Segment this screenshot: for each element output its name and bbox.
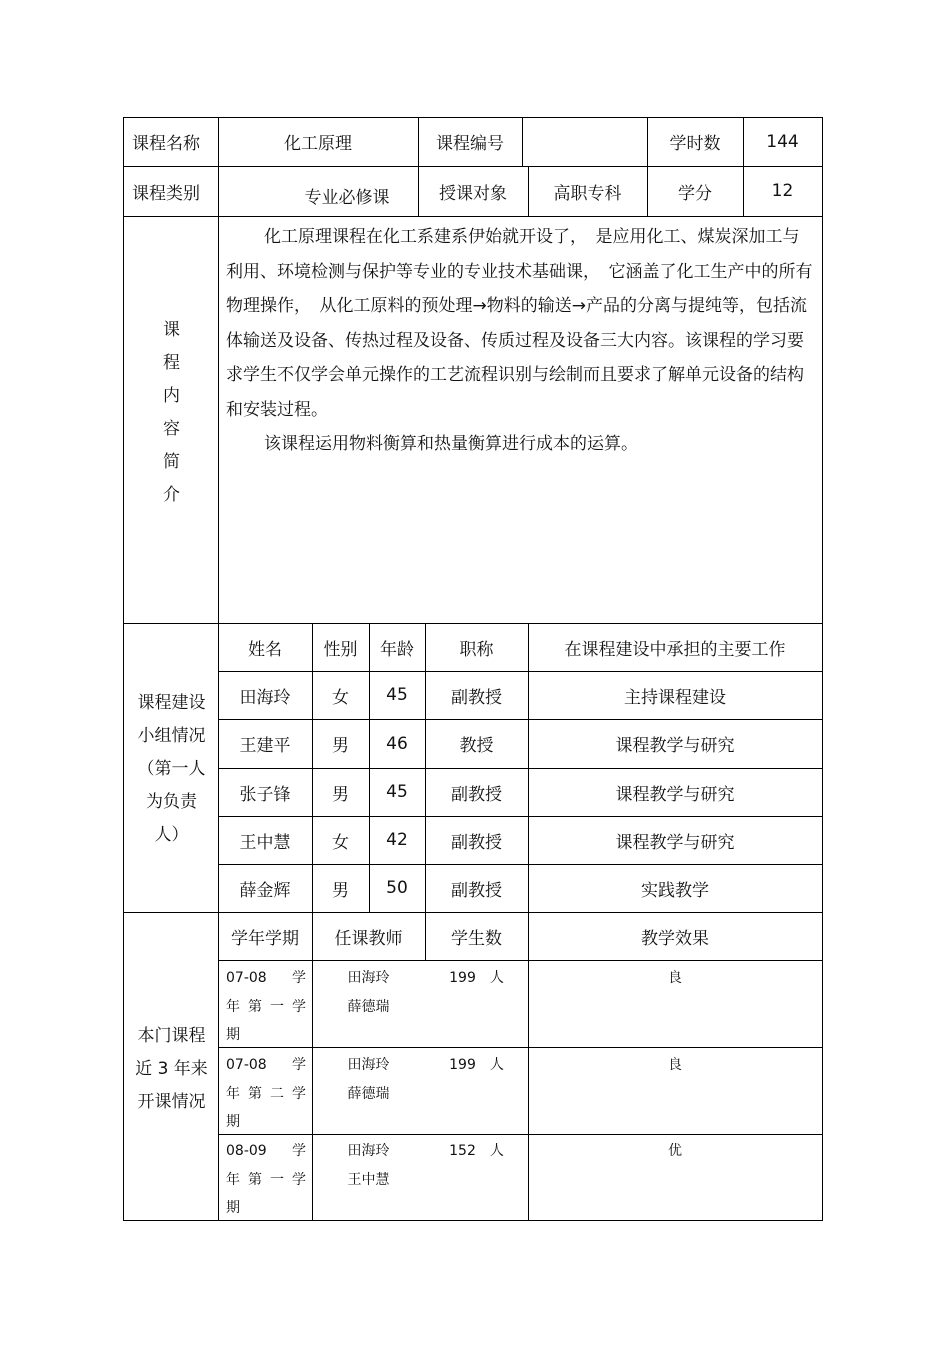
- member-title: 副教授: [451, 687, 502, 708]
- history-col-effect: 教学效果: [641, 928, 709, 949]
- team-label-line: 小组情况: [137, 726, 206, 746]
- team-col-age: 年龄: [380, 639, 414, 660]
- member-work: 实践教学: [641, 880, 709, 901]
- course-type-label: 课程类别: [132, 183, 200, 204]
- intro-label-char: 介: [163, 485, 180, 505]
- course-name-label: 课程名称: [132, 134, 200, 154]
- history-label-line: 近 3 年来: [135, 1059, 208, 1079]
- member-name: 田海玲: [239, 687, 291, 708]
- history-col-teachers: 任课教师: [334, 928, 403, 949]
- history-term: [226, 964, 306, 1050]
- member-work: 课程教学与研究: [615, 784, 735, 805]
- member-title: 教授: [459, 736, 494, 756]
- team-label: [124, 687, 219, 852]
- history-teacher: 王中慧: [347, 1171, 390, 1188]
- intro-paragraph: 化工原理课程在化工系建系伊始就开设了， 是应用化工、煤炭深加工与利用、环境检测与保护等专业的专业技术基础课， 它涵盖了化工生产中的所有物理操作， 从化工原料的预处理→物料的输送→产品的分离与提纯等，包括流体输送及设备、传热过程及设备、传质过程及设备三大内容。该课程的学习要求学生不仅学会单元操作的工艺流程识别与绘制而且要求了解单元设备的结构和安装过程。: [226, 227, 813, 420]
- history-col-students: 学生数: [451, 928, 502, 949]
- history-effect: 良: [668, 1057, 682, 1073]
- intro-text: [226, 220, 816, 462]
- row-divider: [219, 1047, 823, 1048]
- history-teacher: 田海玲: [347, 970, 390, 986]
- member-gender: 女: [332, 832, 349, 853]
- row-divider: [219, 1134, 823, 1135]
- history-label-line: 开课情况: [137, 1092, 206, 1112]
- member-name: 张子锋: [239, 784, 291, 805]
- intro-label-char: 内: [163, 386, 180, 406]
- history-term-line: 年第一学: [226, 1171, 306, 1188]
- member-name: 薛金辉: [239, 880, 291, 901]
- member-age: 45: [386, 685, 408, 705]
- history-term-line: 年第一学: [226, 998, 306, 1015]
- history-term-line: 期: [226, 1114, 240, 1130]
- history-term-line: 期: [226, 1027, 240, 1043]
- member-work: 课程教学与研究: [615, 736, 735, 756]
- history-effect: 优: [668, 1143, 682, 1159]
- history-term-line: 07-08 学: [226, 1057, 306, 1073]
- hours-value: 144: [766, 131, 799, 152]
- team-label-line: 人）: [154, 825, 189, 845]
- credits-value: 12: [771, 181, 794, 201]
- team-label-line: （第一人: [137, 759, 206, 779]
- member-age: 50: [386, 878, 408, 898]
- history-effect: 良: [668, 970, 682, 986]
- team-label-line: 为负责: [146, 792, 197, 812]
- history-students: 152 人: [449, 1143, 504, 1159]
- team-col-name: 姓名: [248, 639, 282, 660]
- credits-label: 学分: [678, 183, 712, 204]
- row-divider: [219, 960, 823, 961]
- intro-label: [124, 314, 219, 512]
- intro-label-char: 容: [163, 419, 180, 439]
- member-title: 副教授: [451, 880, 502, 901]
- history-label: [124, 1020, 219, 1119]
- member-title: 副教授: [451, 832, 502, 853]
- team-col-gender: 性别: [323, 639, 358, 660]
- history-students: 199 人: [449, 970, 504, 986]
- history-teachers: [312, 964, 425, 1021]
- member-gender: 男: [332, 784, 349, 805]
- member-gender: 男: [332, 880, 349, 901]
- history-label-line: 本门课程: [137, 1026, 206, 1046]
- member-name: 王建平: [239, 736, 291, 756]
- team-col-title: 职称: [459, 639, 494, 660]
- member-work: 课程教学与研究: [615, 832, 735, 853]
- member-title: 副教授: [451, 784, 502, 805]
- intro-label-char: 课: [163, 320, 180, 340]
- history-teacher: 薛德瑞: [347, 1085, 390, 1102]
- history-teacher: 薛德瑞: [347, 998, 390, 1015]
- audience-value: 高职专科: [553, 183, 622, 204]
- history-term-line: 08-09 学: [226, 1143, 306, 1159]
- history-teacher: 田海玲: [347, 1057, 390, 1073]
- member-age: 46: [386, 733, 408, 754]
- history-teachers: [312, 1137, 425, 1194]
- history-term-line: 期: [226, 1200, 240, 1216]
- history-teachers: [312, 1051, 425, 1108]
- team-label-line: 课程建设: [137, 693, 206, 713]
- history-teacher: 田海玲: [347, 1143, 390, 1159]
- member-name: 王中慧: [239, 832, 291, 853]
- history-term-line: 年第二学: [226, 1085, 306, 1102]
- team-col-work: 在课程建设中承担的主要工作: [564, 639, 786, 660]
- course-code-value: [522, 117, 647, 166]
- history-term: [226, 1051, 306, 1137]
- history-students: 199 人: [449, 1057, 504, 1073]
- audience-label: 授课对象: [439, 183, 507, 204]
- intro-label-char: 简: [163, 452, 180, 472]
- history-col-term: 学年学期: [231, 928, 299, 949]
- history-term-line: 07-08 学: [226, 970, 306, 986]
- hours-label: 学时数: [669, 134, 721, 154]
- intro-label-char: 程: [163, 353, 180, 373]
- member-age: 42: [386, 830, 408, 850]
- history-term: [226, 1137, 306, 1223]
- member-age: 45: [386, 782, 408, 802]
- course-type-value: 专业必修课: [304, 187, 390, 208]
- member-work: 主持课程建设: [624, 687, 726, 708]
- member-gender: 女: [332, 687, 349, 708]
- course-code-label: 课程编号: [436, 134, 504, 154]
- member-gender: 男: [332, 736, 349, 756]
- course-name-value: 化工原理: [284, 134, 352, 154]
- table-border-right: [822, 117, 823, 1221]
- intro-paragraph: 该课程运用物料衡算和热量衡算进行成本的运算。: [264, 434, 638, 454]
